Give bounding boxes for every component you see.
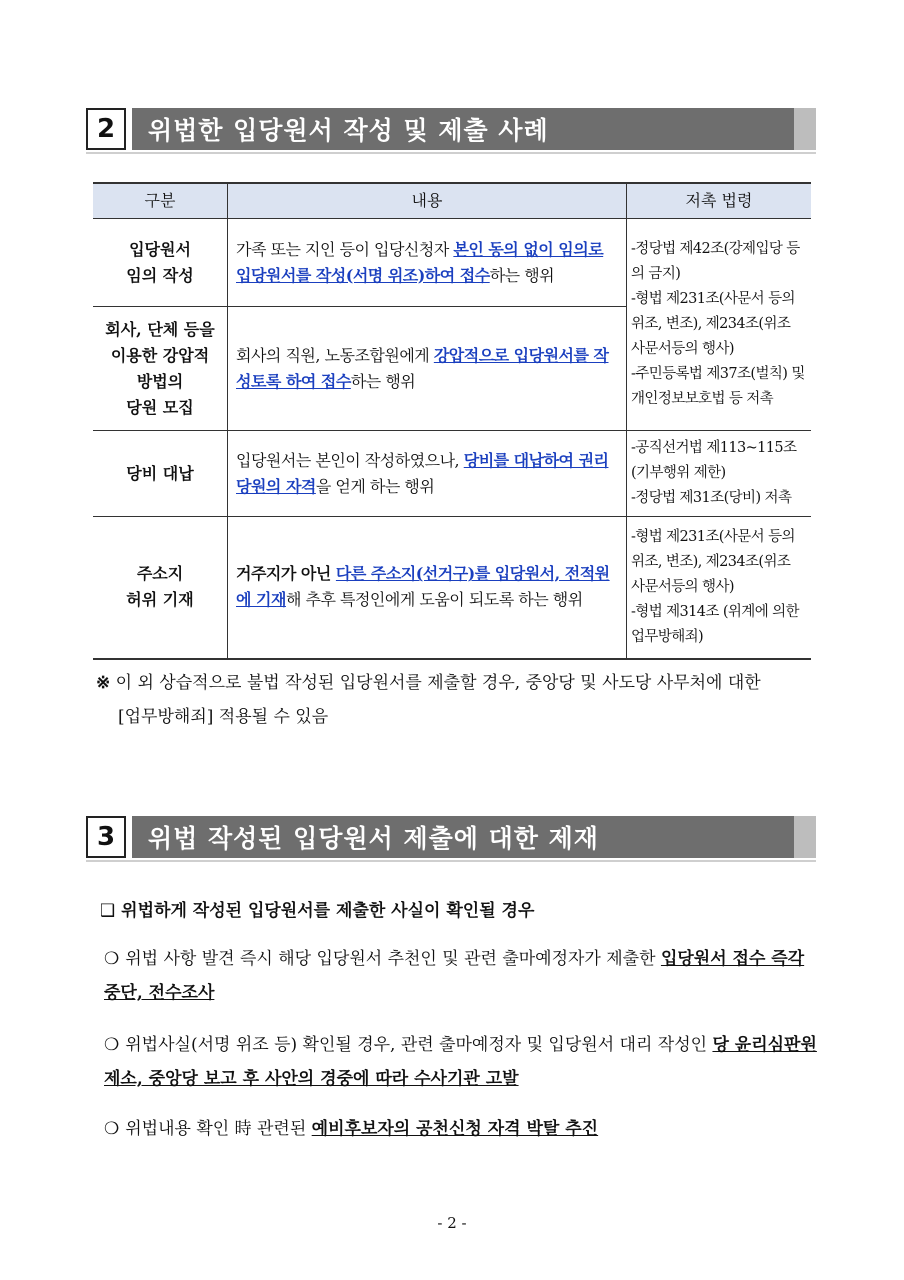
row-category — [93, 431, 228, 517]
row-category — [93, 219, 228, 307]
header-category: 구분 — [93, 183, 228, 219]
section-3-header — [86, 816, 816, 862]
list-item — [104, 1112, 820, 1146]
law-item: -주민등록법 제37조(벌칙) 및 개인정보보호법 등 저촉 — [631, 366, 805, 407]
circle-bullet-icon: ❍ — [104, 1035, 120, 1055]
content-text: 회사의 직원, 노동조합원에게 — [236, 345, 434, 365]
list-item — [104, 942, 820, 1010]
note-line: 이 외 상습적으로 불법 작성된 입당원서를 제출할 경우, 중앙당 및 사도당 사무처에 대한 — [115, 673, 761, 693]
sub-heading-text: 위법하게 작성된 입당원서를 제출한 사실이 확인될 경우 — [121, 901, 535, 921]
category-line: 당원 모집 — [126, 397, 194, 417]
category-line: 방법의 — [136, 371, 184, 391]
bullet-text: 위법사실(서명 위조 등) 확인될 경우, 관련 출마예정자 및 입당원서 대리 작성인 — [125, 1035, 713, 1055]
law-item: -공직선거법 제113~115조 (기부행위 제한) — [631, 440, 797, 481]
category-line: 임의 작성 — [126, 265, 194, 285]
row-category — [93, 517, 228, 659]
list-item — [104, 1028, 820, 1096]
category-line: 주소지 — [136, 564, 184, 584]
content-highlight: 당비를 대납하여 권리당원의 자격 — [236, 450, 609, 496]
row-law — [627, 517, 812, 659]
bullet-emphasis: 입당원서 접수 즉각 중단, 전수조사 — [104, 949, 805, 1003]
note-mark: ※ — [96, 673, 111, 693]
bullet-text: 위법 사항 발견 즉시 해당 입당원서 추천인 및 관련 출마예정자가 제출한 — [125, 949, 661, 969]
category-line: 허위 기재 — [126, 590, 194, 610]
row-category — [93, 307, 228, 431]
circle-bullet-icon: ❍ — [104, 1119, 120, 1139]
title-bar-tail — [794, 108, 816, 150]
section-title-bar — [132, 816, 816, 858]
section-number: 3 — [86, 816, 126, 858]
note — [96, 666, 826, 734]
law-item: -정당법 제31조(당비) 저촉 — [631, 490, 792, 506]
row-law — [627, 431, 812, 517]
category-line: 회사, 단체 등을 — [105, 319, 215, 339]
content-highlight: 다른 주소지(선거구)를 입당원서, 전적원에 기재 — [236, 564, 610, 610]
header-content: 내용 — [228, 183, 627, 219]
header-law: 저촉 법령 — [627, 183, 812, 219]
content-highlight: 강압적으로 입당원서를 작성토록 하여 접수 — [236, 345, 609, 391]
law-item: -형법 제231조(사문서 등의 위조, 변조), 제234조(위조 사문서등의 행사) — [631, 291, 795, 357]
bullet-emphasis: 당 윤리심판원 제소, 중앙당 보고 후 사안의 경중에 따라 수사기관 고발 — [104, 1035, 817, 1089]
content-text: 가족 또는 지인 등이 입당신청자 — [236, 239, 454, 259]
table-header-row — [93, 183, 811, 219]
violations-table — [93, 182, 811, 660]
section-title: 위법한 입당원서 작성 및 제출 사례 — [148, 116, 549, 145]
law-item: -형법 제231조(사문서 등의 위조, 변조), 제234조(위조 사문서등의 행사) — [631, 528, 795, 595]
sub-heading — [100, 896, 534, 921]
checkbox-icon: ❑ — [100, 901, 116, 921]
section-divider — [86, 152, 816, 154]
section-2-header — [86, 108, 816, 154]
content-text: 을 얻게 하는 행위 — [315, 476, 435, 496]
bullet-emphasis: 예비후보자의 공천신청 자격 박탈 추진 — [311, 1119, 599, 1139]
content-text: 하는 행위 — [489, 265, 555, 285]
law-item: -정당법 제42조(강제입당 등의 금지) — [631, 241, 800, 282]
content-text: 거주지가 아닌 — [236, 564, 336, 584]
page-number: - 2 - — [437, 1214, 467, 1232]
category-line: 입당원서 — [129, 239, 191, 259]
circle-bullet-icon: ❍ — [104, 949, 120, 969]
row-law — [627, 219, 812, 431]
row-content — [228, 517, 627, 659]
row-content — [228, 431, 627, 517]
note-line: [업무방해죄] 적용될 수 있음 — [118, 707, 329, 727]
content-highlight: 본인 동의 없이 임의로 입당원서를 작성(서명 위조)하여 접수 — [236, 239, 604, 285]
row-content — [228, 219, 627, 307]
section-number: 2 — [86, 108, 126, 150]
row-content — [228, 307, 627, 431]
bullet-text: 위법내용 확인 時 관련된 — [125, 1119, 312, 1139]
section-divider — [86, 860, 816, 862]
table-row — [93, 517, 811, 659]
law-item: -형법 제314조 (위계에 의한 업무방해죄) — [631, 603, 799, 645]
content-text: 해 추후 특정인에게 도움이 되도록 하는 행위 — [285, 590, 583, 610]
table-row — [93, 219, 811, 307]
table-row — [93, 431, 811, 517]
category-line: 이용한 강압적 — [110, 345, 210, 365]
title-bar-tail — [794, 816, 816, 858]
section-title: 위법 작성된 입당원서 제출에 대한 제재 — [148, 824, 599, 853]
content-text: 입당원서는 본인이 작성하였으나, — [236, 450, 464, 470]
category-line: 당비 대납 — [126, 463, 194, 483]
section-title-bar — [132, 108, 816, 150]
content-text: 하는 행위 — [350, 371, 416, 391]
